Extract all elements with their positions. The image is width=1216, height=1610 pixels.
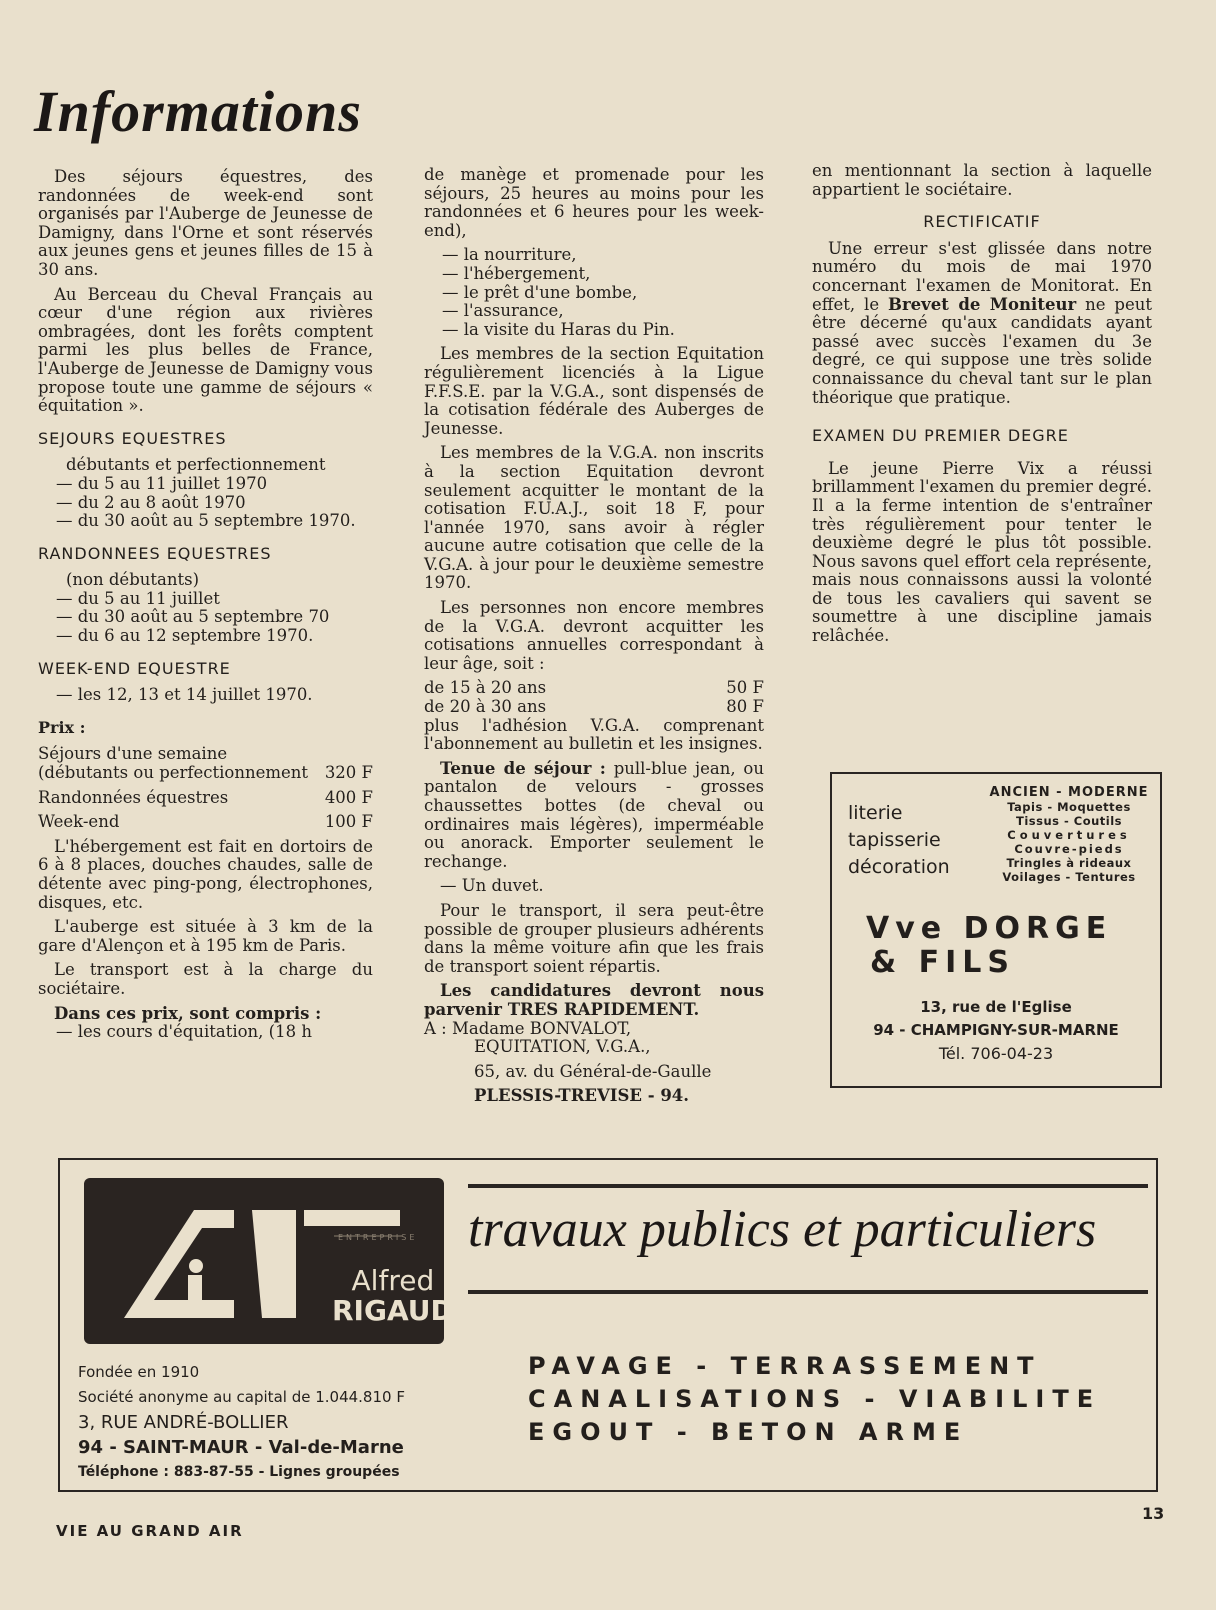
price-row: [38, 789, 373, 808]
sejours-date: — du 2 au 8 août 1970: [56, 492, 246, 512]
rectificatif-text: ne peut être décerné qu'aux candidats ayant passé avec succès l'examen du 3e degré, ce qui suppose une très solide connaissance du cheval tant sur le plan théorique que pratique.: [812, 294, 1152, 407]
compris-item: — les cours d'équitation, (18 h: [56, 1022, 312, 1042]
address-line: A : Madame BONVALOT,: [424, 1018, 632, 1038]
dorge-company-name: [866, 912, 1112, 980]
randonnees-date: — du 6 au 12 septembre 1970.: [56, 626, 314, 646]
dorge-phone: Tél. 706-04-23: [938, 1044, 1054, 1063]
compris-item: — le prêt d'une bombe,: [442, 282, 638, 302]
membres-section-paragraph: Les membres de la section Equitation régulièrement licenciés à la Ligue F.F.S.E. par la V.G.A., sont dispensés de la cotisation fédérale des Auberges de Jeunesse.: [424, 344, 764, 438]
price-row: [38, 745, 373, 782]
dorge-name-line: Vve DORGE: [866, 911, 1113, 946]
randonnees-subtitle: (non débutants): [66, 570, 200, 590]
price-value: 400 F: [324, 787, 373, 807]
dorge-street: 13, rue de l'Eglise: [920, 998, 1072, 1016]
column-1: [38, 168, 373, 1042]
street-line: 3, RUE ANDRÉ-BOLLIER: [78, 1412, 289, 1433]
dorge-product: Voilages - Tentures: [1002, 870, 1136, 884]
rigaud-services: [528, 1350, 1101, 1449]
sejours-date: — du 30 août au 5 septembre 1970.: [56, 511, 356, 531]
randonnees-date: — du 30 août au 5 septembre 70: [56, 607, 330, 627]
dorge-service: literie: [848, 802, 903, 824]
logo-first-name: Alfred: [351, 1264, 435, 1297]
sejours-subtitle: débutants et perfectionnement: [66, 455, 326, 475]
candidatures-notice: Les candidatures devront nous parvenir TRES RAPIDEMENT.: [424, 981, 764, 1019]
transport-paragraph: Pour le transport, il sera peut-être possible de grouper plusieurs adhérents dans la même voiture afin que les frais de transport soient répartis.: [424, 900, 764, 976]
cours-continuation: de manège et promenade pour les séjours, 25 heures au moins pour les randonnées et 6 heures pour les week-end),: [424, 165, 764, 240]
price-label: Week-end: [38, 813, 120, 832]
membres-vga-paragraph: Les membres de la V.G.A. non inscrits à la section Equitation devront seulement acquitter le montant de la cotisation F.U.A.J., soit 18 F, pour l'année 1970, sans avoir à régler aucune autre cotisation que celle de la V.G.A. à jour pour le deuxième semestre 1970.: [424, 443, 764, 593]
price-value: 100 F: [324, 812, 373, 832]
rectificatif-paragraph: [812, 240, 1152, 407]
heading-randonnees: RANDONNEES EQUESTRES: [38, 543, 272, 563]
dorge-product: ANCIEN - MODERNE: [989, 785, 1149, 800]
hebergement-paragraph: L'hébergement est fait en dortoirs de 6 à 8 places, douches chaudes, salle de détente avec ping-pong, électrophones, disques, etc.: [38, 836, 373, 912]
tagline-rule-top: [468, 1184, 1148, 1188]
service-line: CANALISATIONS - VIABILITE: [528, 1385, 1102, 1413]
compris-item: — l'assurance,: [442, 301, 564, 321]
heading-examen: EXAMEN DU PREMIER DEGRE: [812, 426, 1069, 446]
rigaud-tagline: travaux publics et particuliers: [468, 1201, 1097, 1258]
dorge-address: [832, 996, 1160, 1042]
dorge-city: 94 - CHAMPIGNY-SUR-MARNE: [873, 1021, 1119, 1039]
tagline-rule-bottom: [468, 1290, 1148, 1294]
dorge-service: tapisserie: [848, 829, 941, 851]
examen-paragraph: Le jeune Pierre Vix a réussi brillamment l'examen du premier degré. Il a la ferme intention de s'entraîner très régulièrement pour tenter le deuxième degré le plus tôt possible. Nous savons quel effort cela représente, mais nous connaissons aussi la volonté de tous les cavaliers qui savent se soumettre à une discipline jamais relâchée.: [812, 458, 1152, 646]
logo-small-text: ENTREPRISE: [338, 1233, 418, 1242]
address-line: 65, av. du Général-de-Gaulle: [474, 1061, 712, 1081]
rigaud-advertisement: [58, 1158, 1158, 1492]
dorge-product: Tapis - Moquettes: [1007, 800, 1131, 814]
service-line: PAVAGE - TERRASSEMENT: [528, 1352, 1042, 1380]
tenue-paragraph: [424, 760, 764, 872]
brevet-label: Brevet de Moniteur: [888, 294, 1077, 314]
rigaud-company-info: [78, 1360, 405, 1485]
age-value: 80 F: [726, 697, 764, 717]
adhesion-paragraph: plus l'adhésion V.G.A. comprenant l'abonnement au bulletin et les insignes.: [424, 715, 764, 754]
tenue-text: pull-blue jean, ou pantalon de velours - grosses chaussettes bottes (de cheval ou ordinaires mais légères), imperméable ou anorack. Emporter seulement le rechange.: [424, 758, 764, 871]
heading-sejours: SEJOURS EQUESTRES: [38, 428, 227, 448]
price-value: 320 F: [324, 763, 373, 783]
age-label: de 15 à 20 ans: [424, 679, 547, 698]
intro-paragraph: Des séjours équestres, des randonnées de week-end sont organisés par l'Auberge de Jeunesse de Damigny, dans l'Orne et sont réservés aux jeunes gens et jeunes filles de 15 à 30 ans.: [38, 167, 373, 279]
dorge-advertisement: [830, 772, 1162, 1088]
price-row: [38, 813, 373, 832]
age-label: de 20 à 30 ans: [424, 698, 547, 717]
magazine-footer: VIE AU GRAND AIR: [56, 1522, 244, 1540]
dorge-product: Couvertures: [1007, 828, 1131, 842]
rectificatif-text: Une erreur s'est glissée dans notre numéro du mois de mai 1970 concernant l'examen de Monitorat. En effet, le: [812, 238, 1152, 314]
duvet-item: — Un duvet.: [440, 876, 544, 896]
heading-rectificatif: RECTIFICATIF: [923, 212, 1041, 232]
address-line: EQUITATION, V.G.A.,: [474, 1037, 651, 1057]
section-continuation: en mentionnant la section à laquelle appartient le sociétaire.: [812, 161, 1152, 199]
price-label: Randonnées équestres: [38, 788, 229, 807]
randonnees-date: — du 5 au 11 juillet: [56, 588, 220, 608]
tenue-label: Tenue de séjour :: [440, 758, 606, 778]
founded-line: Fondée en 1910: [78, 1363, 200, 1381]
age-fee-row: [424, 679, 764, 698]
dorge-services-left: [848, 800, 950, 881]
sejours-date: — du 5 au 11 juillet 1970: [56, 473, 268, 493]
rigaud-logo: [84, 1178, 454, 1344]
page-title: Informations: [34, 79, 362, 144]
page-number: 13: [1142, 1504, 1165, 1523]
service-line: EGOUT - BETON ARME: [528, 1418, 969, 1446]
rigaud-logo-name: [332, 1266, 454, 1326]
non-membres-paragraph: Les personnes non encore membres de la V.G.A. devront acquitter les cotisations annuelles correspondant à leur âge, soit :: [424, 598, 764, 673]
compris-item: — la visite du Haras du Pin.: [442, 319, 675, 339]
price-label: Séjours d'une semaine (débutants ou perfectionnement: [38, 745, 309, 783]
berceau-paragraph: Au Berceau du Cheval Français au cœur d'une région aux rivières ombragées, dont les forêts comptent parmi les plus belles de France, l'Auberge de Jeunesse de Damigny vous propose toute une gamme de séjours « équitation ».: [38, 284, 373, 416]
weekend-date: — les 12, 13 et 14 juillet 1970.: [56, 685, 313, 705]
capital-line: Société anonyme au capital de 1.044.810 F: [78, 1388, 405, 1406]
column-2: [424, 166, 764, 1112]
age-value: 50 F: [726, 678, 764, 698]
column-3: [812, 162, 1152, 652]
dorge-product: Tissus - Coutils: [1015, 814, 1123, 828]
logo-last-name: RIGAUD: [332, 1294, 454, 1327]
dorge-service: décoration: [848, 856, 950, 878]
address-line: PLESSIS-TREVISE - 94.: [474, 1086, 690, 1106]
city-line: 94 - SAINT-MAUR - Val-de-Marne: [78, 1437, 404, 1458]
dorge-product: Couvre-pieds: [1014, 842, 1124, 856]
dorge-product: Tringles à rideaux: [1006, 856, 1132, 870]
compris-heading: Dans ces prix, sont compris :: [54, 1003, 322, 1023]
phone-line: Téléphone : 883-87-55 - Lignes groupées: [78, 1464, 400, 1480]
auberge-paragraph: L'auberge est située à 3 km de la gare d'Alençon et à 195 km de Paris.: [38, 917, 373, 955]
dorge-services-right: [984, 786, 1154, 884]
heading-prix: Prix :: [38, 717, 86, 737]
age-fee-row: [424, 698, 764, 717]
transport-paragraph: Le transport est à la charge du sociétaire.: [38, 960, 373, 998]
compris-item: — l'hébergement,: [442, 263, 591, 283]
dorge-name-line: & FILS: [870, 945, 1015, 980]
heading-weekend: WEEK-END EQUESTRE: [38, 658, 231, 678]
compris-item: — la nourriture,: [442, 245, 577, 265]
